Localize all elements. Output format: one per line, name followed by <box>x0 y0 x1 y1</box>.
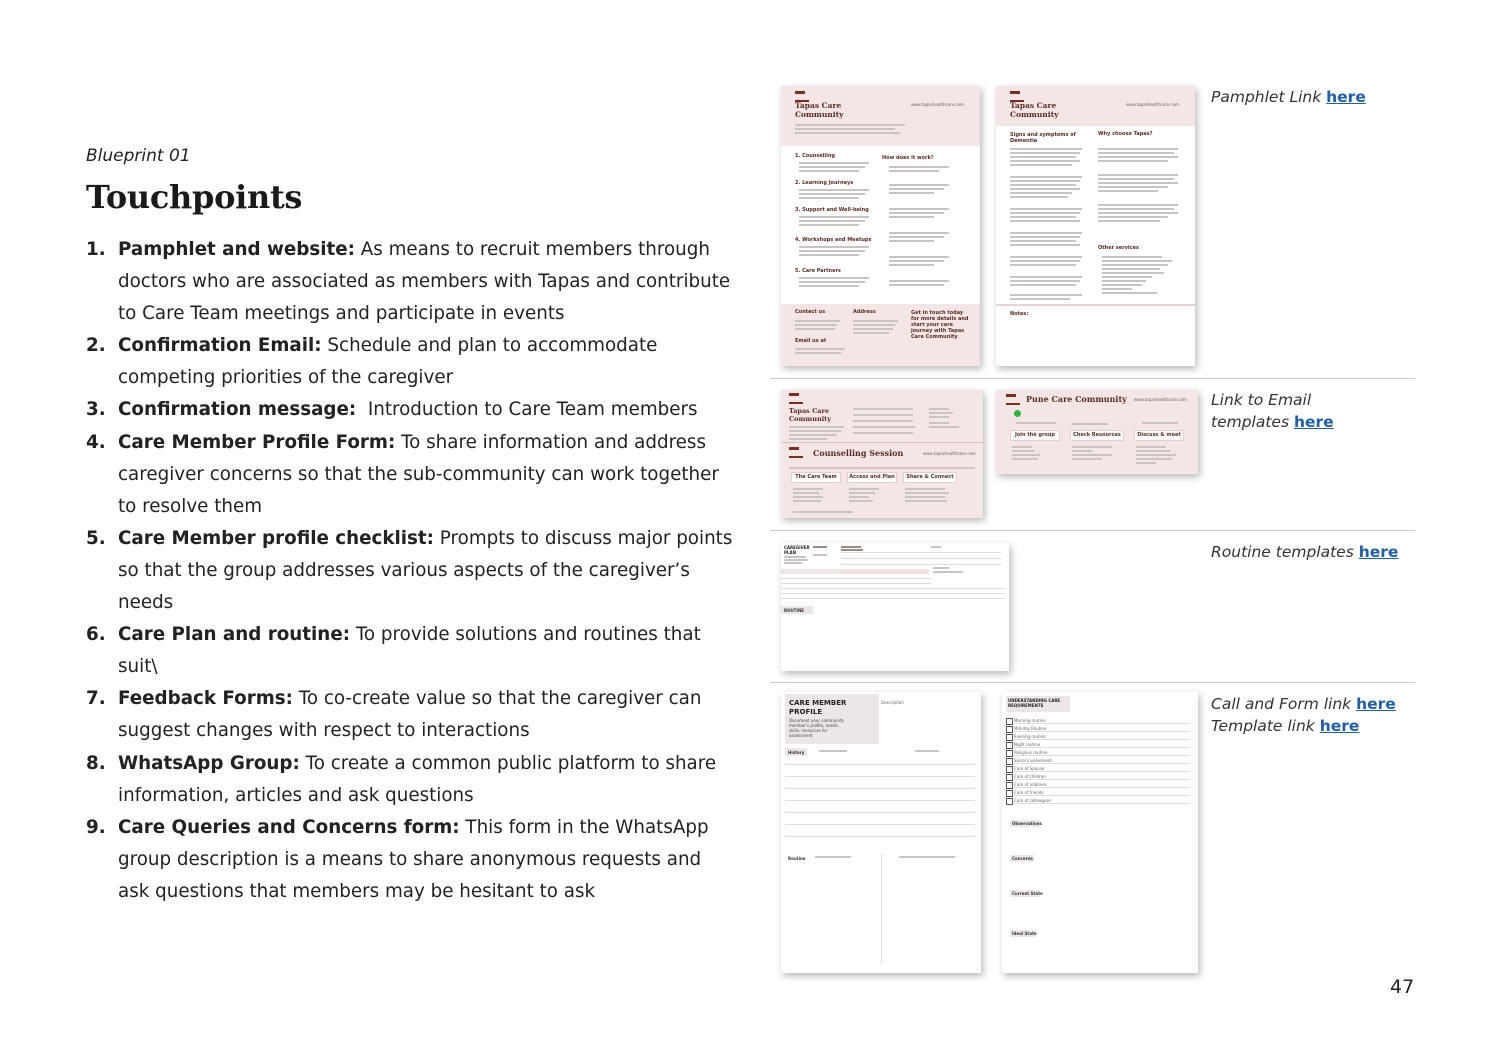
symptoms-heading: Signs and symptoms of Dementia <box>1010 132 1076 144</box>
cta-text: Get in touch today for more details and start your care journey with Tapas Care Community <box>911 310 969 340</box>
row-divider <box>770 682 1415 683</box>
pamphlet-link[interactable]: here <box>1326 88 1366 106</box>
pamphlet-title: Tapas Care Community <box>1010 101 1059 119</box>
section-label: 1. Counselling <box>795 153 835 159</box>
step-pill: Join the group <box>1010 430 1060 441</box>
profile-form-thumbnail <box>781 692 981 973</box>
email-templates-link[interactable]: here <box>1293 413 1334 431</box>
item-number: 9. <box>86 816 106 838</box>
pamphlet-title: Tapas Care Community <box>795 101 844 119</box>
caption-text: Link to Email <box>1211 391 1312 409</box>
step-pill: The Care Team <box>791 472 841 483</box>
list-item <box>86 234 736 330</box>
pamphlet-front-thumbnail <box>781 86 980 366</box>
tapas-logo <box>789 449 803 458</box>
item-number: 2. <box>86 335 106 357</box>
community-url: www.tapashealthcare.com <box>1134 397 1187 402</box>
other-services-heading: Other services <box>1098 245 1139 251</box>
item-term: Care Member Profile Form: <box>118 431 396 453</box>
contact-label: Contact us <box>795 309 826 315</box>
checklist-thumbnail <box>1002 692 1198 973</box>
item-term: Care Queries and Concerns form: <box>118 816 460 838</box>
item-text: To create a common public platform to share information, articles and ask questions <box>118 752 717 806</box>
section-label: 3. Support and Well-being <box>795 207 869 213</box>
why-heading: Why choose Tapas? <box>1098 131 1153 137</box>
form-caption <box>1211 693 1396 737</box>
routine-row-label: Routine <box>788 856 806 861</box>
item-term: Care Plan and routine: <box>118 624 351 646</box>
pamphlet-back-thumbnail <box>996 86 1195 366</box>
right-heading: How does it work? <box>882 155 934 161</box>
routine-templates-link[interactable]: here <box>1358 543 1399 561</box>
observations-label: Observations <box>1012 821 1042 826</box>
profile-subtitle: Document your community member's profile, needs, skills, resources for assessment <box>789 718 844 738</box>
list-item <box>86 683 736 747</box>
list-item <box>86 427 736 523</box>
step-pill: Access and Plan <box>847 472 897 483</box>
caption-text: templates <box>1211 413 1294 431</box>
item-number: 6. <box>86 624 106 646</box>
routine-template-thumbnail <box>781 543 1009 671</box>
caption-text: Routine templates <box>1211 543 1359 561</box>
item-number: 3. <box>86 399 106 421</box>
item-text: As means to recruit members through doctors who are associated as members with Tapas and contribute to Care Team meetings and participate in events <box>118 239 731 325</box>
tapas-logo <box>789 395 803 404</box>
checklist-item: Religious routine <box>1014 750 1048 755</box>
community-title: Pune Care Community <box>1026 394 1127 404</box>
item-text: To co-create value so that the caregiver can suggest changes with respect to interactions <box>118 688 702 742</box>
description-label: Description <box>881 700 904 705</box>
page-title: Touchpoints <box>86 178 303 216</box>
checklist-item: Morning routine <box>1014 718 1046 723</box>
checklist-item: Care of colleagues <box>1014 798 1052 803</box>
whatsapp-icon <box>1014 410 1021 417</box>
list-item <box>86 330 736 394</box>
step-pill: Discuss & meet <box>1134 430 1184 441</box>
checklist-item: Care of relatives <box>1014 782 1047 787</box>
list-item <box>86 812 736 908</box>
email-title: Tapas Care Community <box>789 407 831 423</box>
checklist-title: UNDERSTANDING CARE REQUIREMENTS <box>1008 698 1061 708</box>
session-title: Counselling Session <box>813 448 904 458</box>
notes-label: Notes: <box>1010 311 1029 317</box>
current-state-label: Current State <box>1012 891 1043 896</box>
list-item <box>86 394 736 426</box>
item-term: Pamphlet and website: <box>118 239 355 260</box>
section-label: 5. Care Partners <box>795 268 841 274</box>
list-item <box>86 523 736 619</box>
item-text: Schedule and plan to accommodate competing priorities of the caregiver <box>118 335 658 389</box>
template-link[interactable]: here <box>1319 717 1360 735</box>
item-number: 5. <box>86 527 106 549</box>
email-label: Email us at <box>795 338 827 344</box>
routine-title: CAREGIVER PLAN <box>784 545 810 555</box>
caption-text: Pamphlet Link <box>1211 88 1327 106</box>
item-text: Introduction to Care Team members <box>356 399 698 421</box>
checklist-item: Social involvement <box>1014 758 1052 763</box>
pamphlet-url: www.tapashealthcare.com <box>911 102 964 107</box>
item-text: To share information and address caregiver concerns so that the sub-community can work together to resolve them <box>118 431 719 517</box>
routine-caption <box>1211 541 1398 563</box>
caption-text: Call and Form link <box>1211 695 1357 713</box>
checklist-item: Evening routine <box>1014 734 1046 739</box>
routine-label: ROUTINE <box>784 608 805 613</box>
ideal-state-label: Ideal State <box>1012 931 1037 936</box>
item-text: To provide solutions and routines that suit\ <box>118 624 701 678</box>
row-divider <box>770 378 1415 379</box>
step-pill: Share & Connect <box>903 472 957 483</box>
checklist-item: Care of friends <box>1014 790 1044 795</box>
item-number: 1. <box>86 239 106 260</box>
item-text: Prompts to discuss major points so that the group addresses various aspects of the caregiver’s needs <box>118 527 733 614</box>
step-pill: Check Resources <box>1070 430 1124 441</box>
list-item <box>86 619 736 683</box>
item-number: 8. <box>86 752 106 774</box>
row-divider <box>770 530 1415 531</box>
page-number: 47 <box>1390 976 1415 998</box>
pamphlet-url: www.tapashealthcare.com <box>1126 102 1179 107</box>
email-url: www.tapashealthcare.com <box>923 451 976 456</box>
section-label: 2. Learning Journeys <box>795 180 854 186</box>
pamphlet-caption <box>1211 86 1366 108</box>
tapas-logo <box>1006 396 1020 405</box>
list-item <box>86 748 736 812</box>
address-label: Address <box>853 309 876 315</box>
history-label: History <box>788 750 805 755</box>
section-eyebrow: Blueprint 01 <box>86 146 191 166</box>
item-text: This form in the WhatsApp group description is a means to share anonymous requests and ask questions that members may be hesitant to ask <box>118 816 709 902</box>
checklist-item: Night routine <box>1014 742 1041 747</box>
call-form-link[interactable]: here <box>1356 695 1396 713</box>
email-template-thumbnail <box>781 390 983 518</box>
section-label: 4. Workshops and Meetups <box>795 237 872 243</box>
item-term: Confirmation Email: <box>118 335 322 357</box>
concerns-label: Concerns <box>1012 856 1033 861</box>
item-number: 4. <box>86 431 106 453</box>
checklist-item: Mid-day Routine <box>1014 726 1047 731</box>
item-number: 7. <box>86 688 106 710</box>
caption-text: Template link <box>1211 717 1320 735</box>
checklist-item: Care of Spouse <box>1014 766 1045 771</box>
item-term: Care Member profile checklist: <box>118 527 434 549</box>
checklist-item: Care of children <box>1014 774 1046 779</box>
email-caption <box>1211 389 1334 433</box>
item-term: WhatsApp Group: <box>118 752 300 774</box>
item-term: Confirmation message: <box>118 399 357 421</box>
profile-title: CARE MEMBER PROFILE <box>789 699 847 716</box>
community-email-thumbnail <box>996 390 1198 474</box>
item-term: Feedback Forms: <box>118 688 293 710</box>
touchpoints-list <box>86 234 736 908</box>
